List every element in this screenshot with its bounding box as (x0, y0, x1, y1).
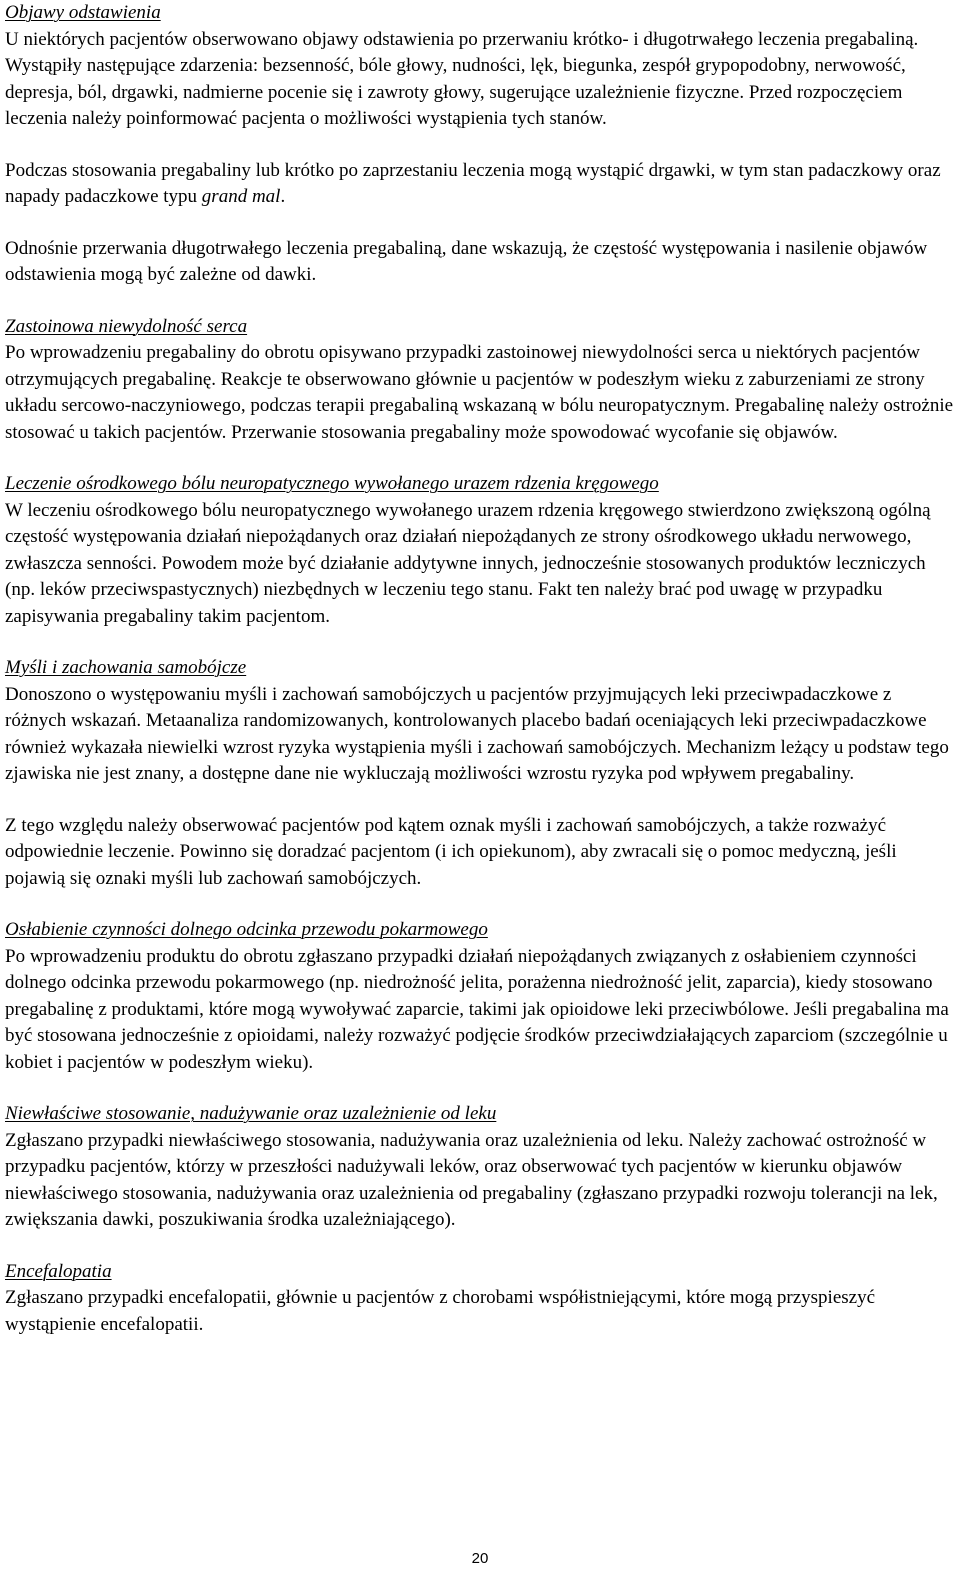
paragraph-encephalopathy: Zgłaszano przypadki encefalopatii, głównie u pacjentów z chorobami współistniejącymi, które mogą przyspieszyć wystąpienie encefalopatii. (5, 1287, 876, 1335)
paragraph-spinal-cord-pain: W leczeniu ośrodkowego bólu neuropatycznego wywołanego urazem rdzenia kręgowego stwierdzono zwiększoną ogólną częstość występowania działań niepożądanych oraz działań niepożądanych ze strony ośrodkowego układu nerwowego, zwłaszcza senności. Powodem może być działanie addytywne innych, jednocześnie stosowanych produktów leczniczych (np. leków przeciwspastycznych) niezbędnych w leczeniu tego stanu. Fakt ten należy brać pod uwagę w przypadku zapisywania pregabaliny takim pacjentom. (5, 499, 931, 627)
italic-term-suffix: . (280, 186, 286, 207)
paragraph-misuse: Zgłaszano przypadki niewłaściwego stosowania, nadużywania oraz uzależnienia od leku. Należy zachować ostrożność w przypadku pacjentów, którzy w przeszłości nadużywali leków, oraz obserwować tych pacjentów w kierunku objawów niewłaściwego stosowania, nadużywania oraz uzależnienia od pregabaliny (zgłaszano przypadki rozwoju tolerancji na lek, zwiększania dawki, poszukiwania środka uzależniającego). (5, 1129, 938, 1230)
paragraph-withdrawal-1: U niektórych pacjentów obserwowano objawy odstawienia po przerwaniu krótko- i długotrwałego leczenia pregabaliną. Wystąpiły następujące zdarzenia: bezsenność, bóle głowy, nudności, lęk, biegunka, zespół grypopodobny, nerwowość, depresja, ból, drgawki, nadmierne pocenie się i zawroty głowy, sugerujące uzależnienie fizyczne. Przed rozpoczęciem leczenia należy poinformować pacjenta o możliwości wystąpienia tych stanów. (5, 28, 919, 129)
paragraph-heart-failure: Po wprowadzeniu pregabaliny do obrotu opisywano przypadki zastoinowej niewydolności serca u niektórych pacjentów otrzymujących pregabalinę. Reakcje te obserwowano głównie u pacjentów w podeszłym wieku z zaburzeniami ze strony układu sercowo-naczyniowego, podczas terapii pregabaliną wskazaną w bólu neuropatycznym. Pregabalinę należy ostrożnie stosować u takich pacjentów. Przerwanie stosowania pregabaliny może spowodować wycofanie się objawów. (5, 342, 954, 443)
document-page (5, 0, 957, 1338)
italic-term-grand-mal: grand mal (201, 186, 281, 207)
section-heading-withdrawal: Objawy odstawienia (5, 2, 161, 23)
page-number: 20 (471, 1550, 489, 1567)
section-heading-spinal-cord-pain: Leczenie ośrodkowego bólu neuropatycznego wywołanego urazem rdzenia kręgowego (5, 473, 659, 494)
paragraph-withdrawal-2-text: Podczas stosowania pregabaliny lub krótko po zaprzestaniu leczenia mogą wystąpić drgawki, w tym stan padaczkowy oraz napady padaczkowe typu (5, 159, 941, 207)
section-heading-lower-gi: Osłabienie czynności dolnego odcinka przewodu pokarmowego (5, 919, 488, 940)
section-heading-heart-failure: Zastoinowa niewydolność serca (5, 315, 248, 337)
section-heading-misuse: Niewłaściwe stosowanie, nadużywanie oraz uzależnienie od leku (5, 1103, 497, 1124)
paragraph-lower-gi: Po wprowadzeniu produktu do obrotu zgłaszano przypadki działań niepożądanych związanych z osłabieniem czynności dolnego odcinka przewodu pokarmowego (np. niedrożność jelita, porażenna niedrożność jelit, zaparcia), kiedy stosowano pregabalinę z produktami, które mogą wywoływać zaparcie, takimi jak opioidowe leki przeciwbólowe. Jeśli pregabalina ma być stosowana jednocześnie z opioidami, należy rozważyć podjęcie środków przeciwdziałających zaparciom (szczególnie u kobiet i pacjentów w podeszłym wieku). (5, 945, 949, 1073)
paragraph-withdrawal-3: Odnośnie przerwania długotrwałego leczenia pregabaliną, dane wskazują, że częstość występowania i nasilenie objawów odstawienia mogą być zależne od dawki. (5, 237, 928, 285)
section-heading-encephalopathy: Encefalopatia (5, 1260, 112, 1282)
section-heading-suicidal-thoughts: Myśli i zachowania samobójcze (5, 657, 247, 678)
paragraph-withdrawal-2 (5, 158, 957, 211)
paragraph-suicidal-thoughts-1: Donoszono o występowaniu myśli i zachowań samobójczych u pacjentów przyjmujących leki przeciwpadaczkowe z różnych wskazań. Metaanaliza randomizowanych, kontrolowanych placebo badań oceniających leki przeciwpadaczkowe również wykazała niewielki wzrost ryzyka wystąpienia myśli i zachowań samobójczych. Mechanizm leżący u podstaw tego zjawiska nie jest znany, a dostępne dane nie wykluczają możliwości wzrostu ryzyka pod wpływem pregabaliny. (5, 683, 949, 784)
paragraph-suicidal-thoughts-2: Z tego względu należy obserwować pacjentów pod kątem oznak myśli i zachowań samobójczych, a także rozważyć odpowiednie leczenie. Powinno się doradzać pacjentom (i ich opiekunom), aby zwracali się o pomoc medyczną, jeśli pojawią się oznaki myśli lub zachowań samobójczych. (5, 814, 897, 889)
